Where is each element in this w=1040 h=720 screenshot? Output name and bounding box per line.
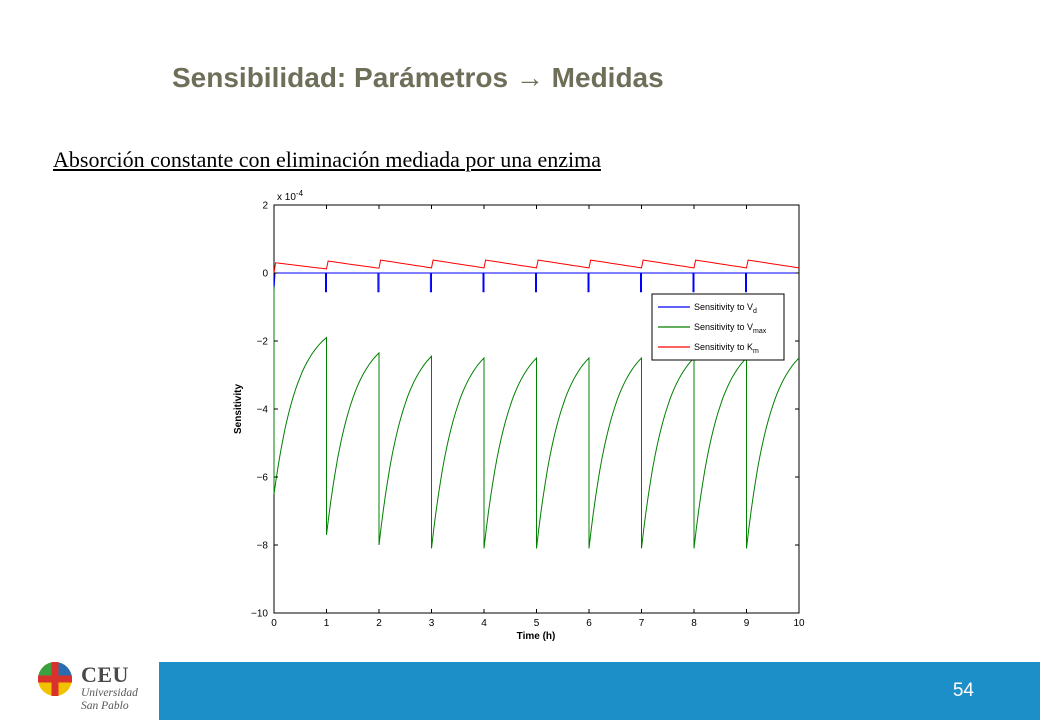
x-tick-label: 10 [793,618,805,629]
y-tick-label: 0 [262,268,268,280]
x-tick-label: 4 [481,618,487,629]
y-axis-label: Sensitivity [233,383,244,435]
x-axis-label: Time (h) [516,631,556,642]
x-tick-label: 9 [743,618,750,629]
y-tick-label: −10 [251,608,268,620]
legend-entry: Sensitivity to $V_d$ [694,302,757,315]
y-tick-label: −8 [256,540,268,552]
logo-line-2: San Pablo [81,700,129,712]
x-tick-label: 1 [323,618,330,629]
x-tick-label: 0 [271,618,277,629]
legend-entry: Sensitivity to $V_{max}$ [694,322,767,335]
logo-line-1: Universidad [81,687,138,699]
y-axis-multiplier: x $10^{-4}$ [277,190,304,203]
x-tick-label: 6 [586,618,592,629]
slide-subtitle: Absorción constante con eliminación mediada por una enzima [53,147,601,172]
logo-name: CEU [81,662,129,687]
ceu-emblem-icon [36,660,74,698]
footer-bar [159,662,1040,720]
x-tick-label: 5 [533,618,540,629]
x-tick-label: 7 [638,618,645,629]
x-tick-label: 2 [376,618,382,629]
page-number: 54 [952,680,974,701]
y-tick-label: −6 [256,472,268,484]
ceu-logo [36,658,156,718]
x-tick-label: 8 [691,618,697,629]
y-tick-label: 2 [262,200,268,212]
slide-title: Sensibilidad: Parámetros → Medidas [172,62,664,93]
sensitivity-chart [225,190,815,645]
legend [652,294,784,360]
y-tick-label: −2 [256,336,268,348]
y-tick-label: −4 [256,404,268,416]
x-tick-label: 3 [428,618,435,629]
logo-subtitle [81,687,138,713]
legend-entry: Sensitivity to $K_m$ [694,342,759,355]
